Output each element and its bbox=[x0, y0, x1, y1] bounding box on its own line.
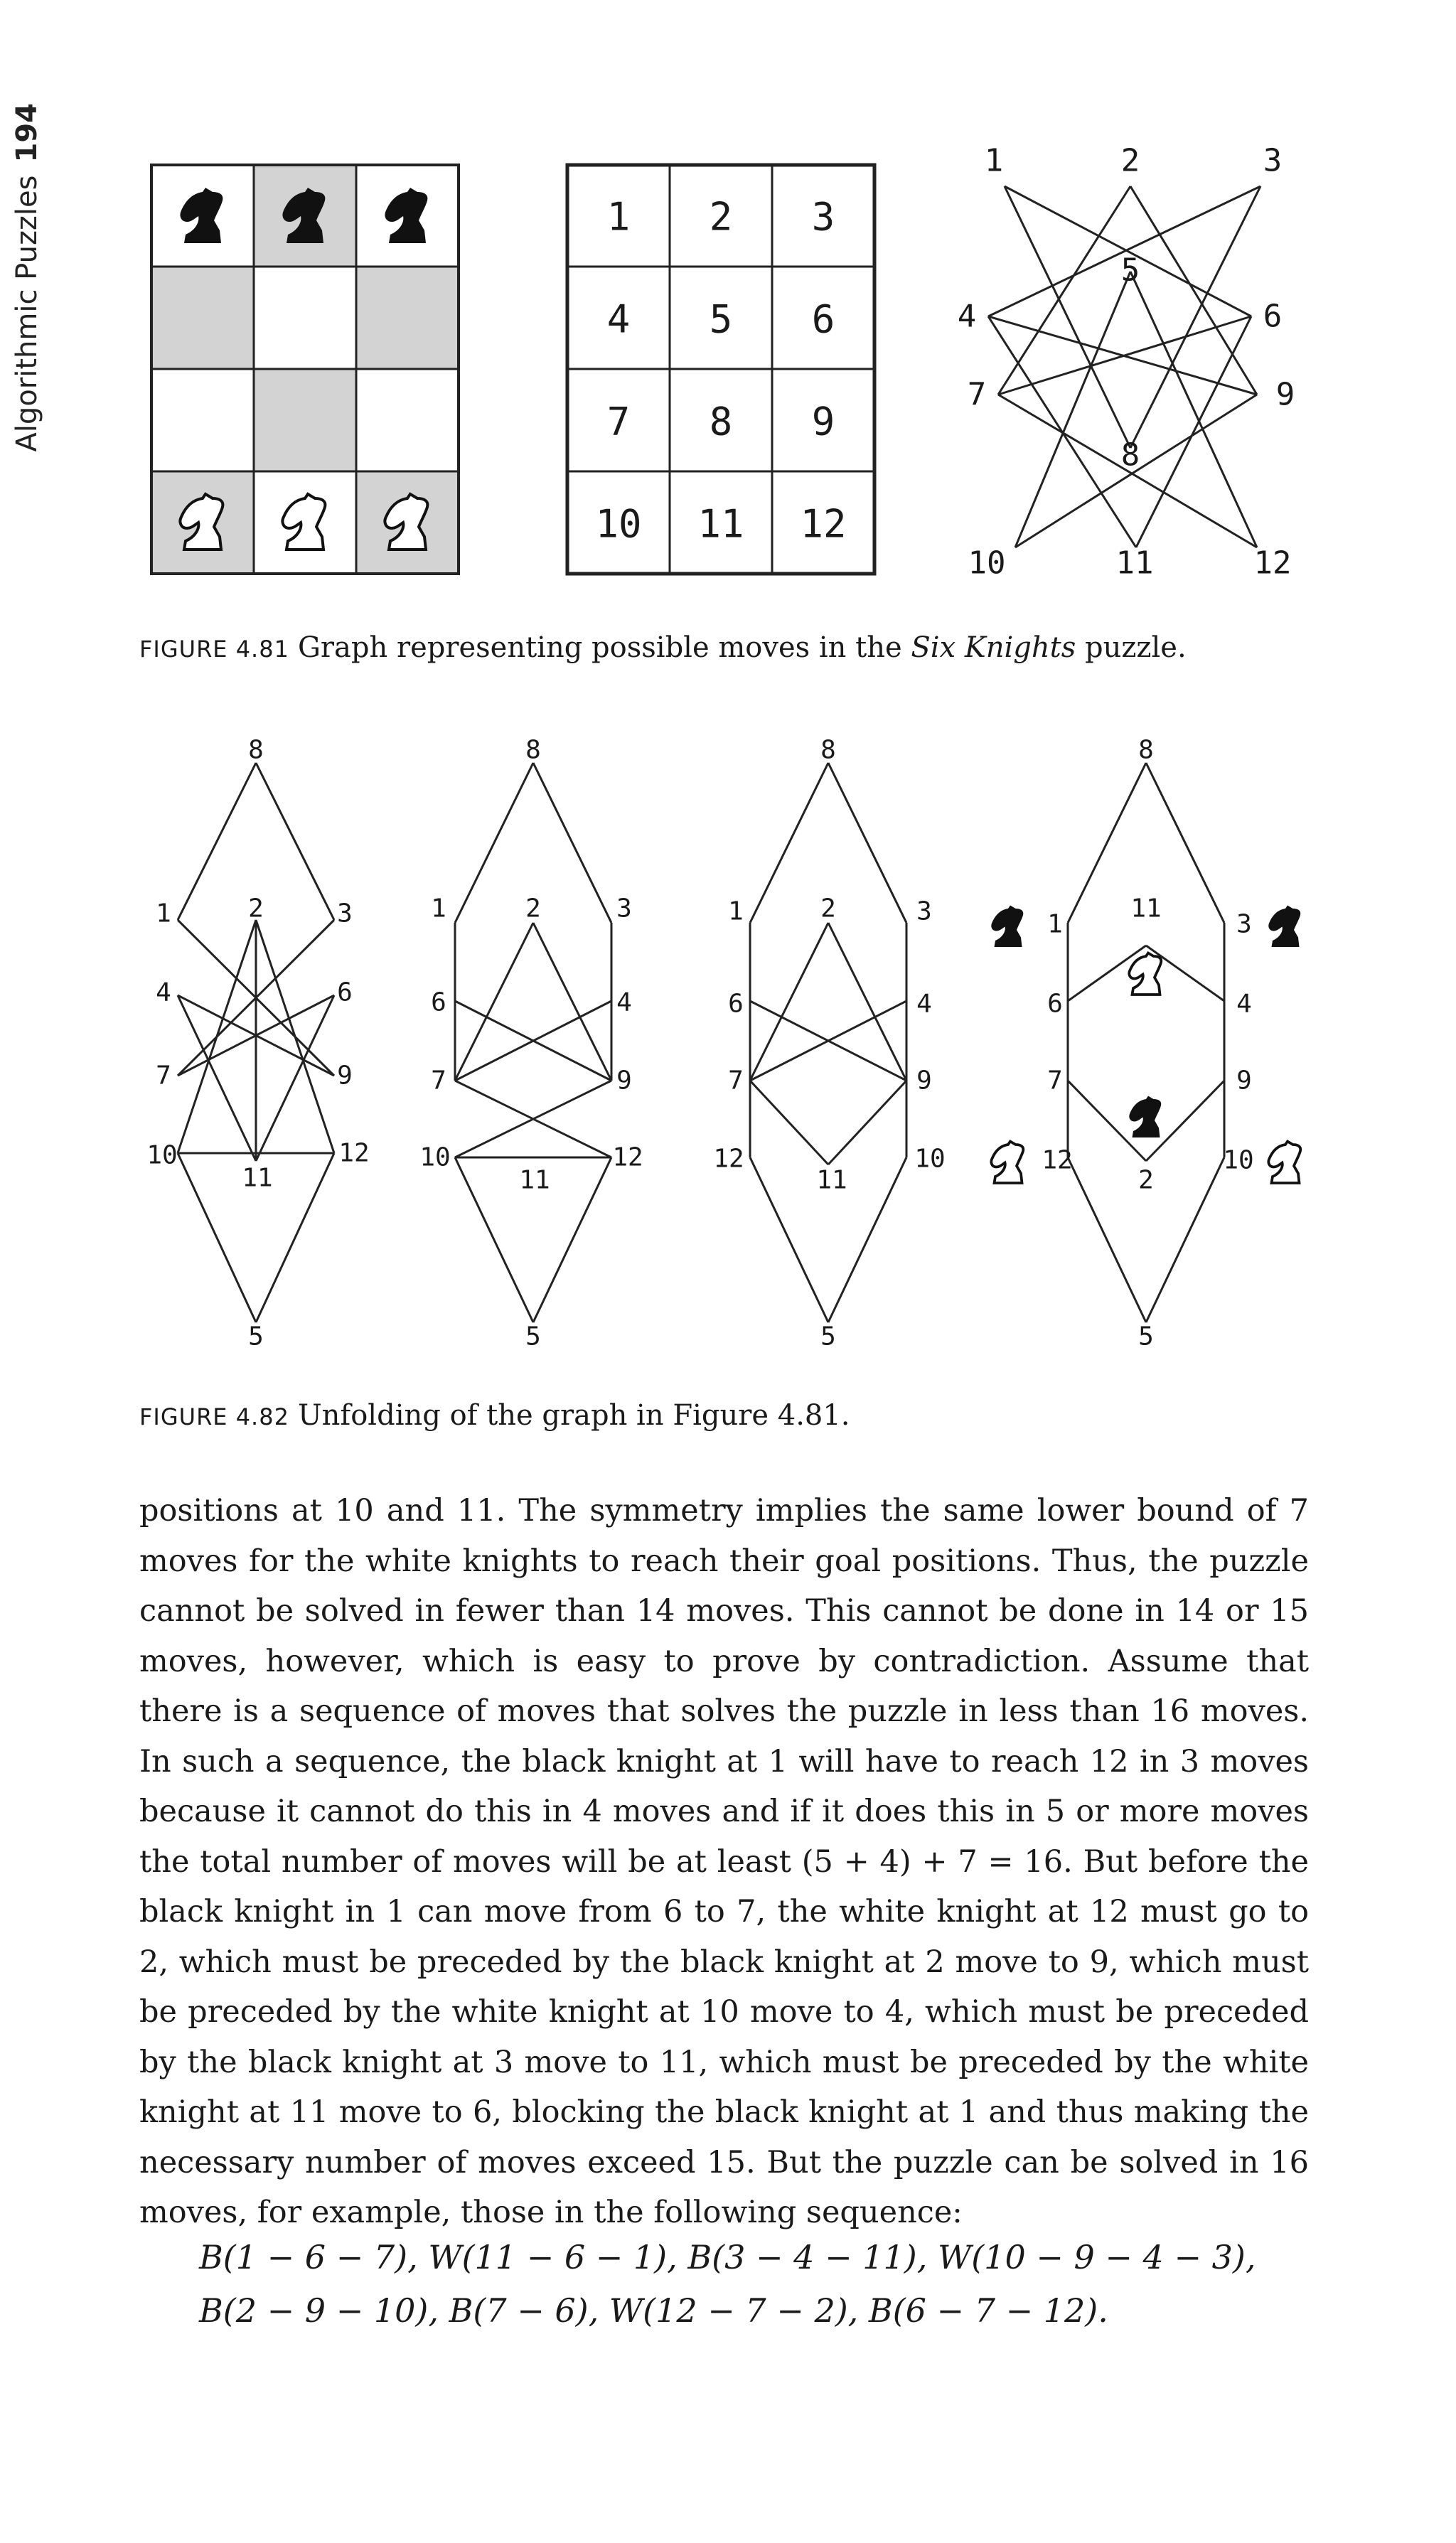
graph-node-label: 6 bbox=[337, 978, 353, 1007]
graph-node-label: 8 bbox=[1120, 437, 1140, 473]
body-paragraph: positions at 10 and 11. The symmetry implies the same lower bound of 7 moves for the white knights to reach their goal positions. Thus, the puzzle cannot be solved in fewer than 14 moves. This cannot be done in 14 or 15 moves, however, which is easy to prove by contradiction. Assume that there is a sequence of moves that solves the puzzle in less than 16 moves. In such a sequence, the black knight at 1 will have to reach 12 in 3 moves because it cannot do this in 4 moves and if it does this in 5 or more moves the total number of moves will be at least (5 + 4) + 7 = 16. But before the black knight in 1 can move from 6 to 7, the white knight at 12 must go to 2, which must be preceded by the black knight at 2 move to 9, which must be preceded by the white knight at 10 move to 4, which must be preceded by the black knight at 3 move to 11, which must be preceded by the white knight at 11 move to 6, blocking the black knight at 1 and thus making the necessary number of moves exceed 15. But the puzzle can be solved in 16 moves, for example, those in the following sequence: bbox=[139, 1493, 1309, 2230]
graph-node-label: 3 bbox=[1236, 909, 1252, 939]
black-knight-icon bbox=[1129, 1096, 1161, 1138]
graph-node-label: 12 bbox=[612, 1142, 643, 1172]
graph-node-label: 6 bbox=[1263, 298, 1283, 335]
graph-node-label: 7 bbox=[1047, 1066, 1063, 1096]
graph-node-label: 9 bbox=[1236, 1066, 1252, 1096]
graph-edge bbox=[750, 1081, 828, 1165]
graph-node-label: 8 bbox=[525, 735, 541, 765]
graph-node-label: 1 bbox=[1047, 909, 1063, 939]
graph-node-label: 7 bbox=[156, 1061, 171, 1091]
page-number: 194 bbox=[11, 103, 43, 163]
graph-node-label: 5 bbox=[525, 1322, 541, 1351]
graph-node-label: 5 bbox=[820, 1322, 836, 1351]
graph-node-label: 5 bbox=[248, 1322, 264, 1351]
grid-cell-number: 12 bbox=[800, 501, 847, 547]
graph-node-label: 11 bbox=[519, 1165, 550, 1195]
grid-cell-number: 7 bbox=[606, 399, 631, 444]
graph-node-label: 11 bbox=[1115, 545, 1154, 582]
graph-node-label: 8 bbox=[1138, 735, 1154, 765]
graph-node-label: 9 bbox=[616, 1066, 632, 1096]
graph-edge bbox=[178, 763, 256, 920]
graph-node-label: 3 bbox=[916, 896, 932, 926]
grid-cell-number: 8 bbox=[709, 399, 733, 444]
graph-node-label: 10 bbox=[419, 1142, 451, 1172]
graph-node-label: 12 bbox=[1253, 545, 1292, 582]
graph-node-label: 1 bbox=[156, 899, 171, 928]
graph-node-label: 2 bbox=[1120, 142, 1140, 179]
graph-node-label: 4 bbox=[957, 298, 977, 335]
graph-node-label: 12 bbox=[1042, 1145, 1073, 1175]
grid-cell-number: 9 bbox=[811, 399, 835, 444]
graph-edge bbox=[256, 763, 334, 920]
graph-edge bbox=[1068, 1157, 1146, 1322]
graph-node-label: 10 bbox=[914, 1144, 946, 1174]
graph-edge bbox=[533, 923, 611, 1081]
grid-cell-number: 5 bbox=[709, 296, 733, 342]
graph-edge bbox=[750, 923, 828, 1081]
grid-cell-number: 11 bbox=[697, 501, 744, 547]
equation-line-2: B(2 − 9 − 10), B(7 − 6), W(12 − 7 − 2), B(6 − 7 − 12). bbox=[199, 2291, 1108, 2330]
graph-node-label: 4 bbox=[1236, 989, 1252, 1019]
graph-node-label: 2 bbox=[820, 894, 836, 923]
running-title: Algorithmic Puzzles bbox=[11, 175, 43, 452]
grid-cell-number: 10 bbox=[595, 501, 642, 547]
white-knight-icon bbox=[991, 1142, 1023, 1184]
grid-cell-number: 1 bbox=[606, 194, 631, 240]
graph-node-label: 7 bbox=[431, 1066, 446, 1096]
graph-node-label: 2 bbox=[1138, 1165, 1154, 1195]
graph-node-label: 7 bbox=[967, 376, 987, 413]
graph-node-label: 10 bbox=[146, 1140, 178, 1170]
graph-edge bbox=[533, 763, 611, 923]
white-knight-icon bbox=[1129, 953, 1161, 995]
graph-node-label: 8 bbox=[820, 735, 836, 765]
graph-edge bbox=[1146, 1157, 1224, 1322]
graph-node-label: 10 bbox=[968, 545, 1006, 582]
graph-node-label: 9 bbox=[337, 1061, 353, 1091]
graph-node-label: 12 bbox=[713, 1144, 744, 1174]
graph-node-label: 2 bbox=[525, 894, 541, 923]
graph-node-label: 11 bbox=[1130, 894, 1162, 923]
graph-node-label: 3 bbox=[1263, 142, 1283, 179]
graph-node-label: 1 bbox=[431, 894, 446, 923]
grid-cell-number: 2 bbox=[709, 194, 733, 240]
graph-edge bbox=[750, 763, 828, 923]
graph-edge bbox=[828, 763, 906, 923]
graph-node-label: 10 bbox=[1223, 1145, 1254, 1175]
graph-node-label: 6 bbox=[431, 987, 446, 1017]
graph-node-label: 5 bbox=[1138, 1322, 1154, 1351]
grid-cell-number: 3 bbox=[811, 194, 835, 240]
graph-node-label: 6 bbox=[1047, 989, 1063, 1019]
figure-label: FIGURE 4.82 bbox=[139, 1403, 289, 1430]
graph-node-label: 11 bbox=[242, 1163, 273, 1193]
white-knight-icon bbox=[1268, 1142, 1300, 1184]
graph-edge bbox=[455, 923, 533, 1081]
graph-node-label: 4 bbox=[916, 989, 932, 1019]
black-knight-icon bbox=[991, 906, 1023, 948]
graph-node-label: 5 bbox=[1120, 252, 1140, 289]
figure-4-81-caption: FIGURE 4.81 Graph representing possible moves in the Six Knights puzzle. bbox=[139, 631, 1187, 664]
graph-node-label: 1 bbox=[728, 896, 744, 926]
grid-cell-number: 6 bbox=[811, 296, 835, 342]
graph-edge bbox=[178, 920, 256, 1153]
equation-line-1: B(1 − 6 − 7), W(11 − 6 − 1), B(3 − 4 − 11), W(10 − 9 − 4 − 3), bbox=[199, 2238, 1256, 2276]
graph-edge bbox=[256, 920, 334, 1153]
graph-node-label: 12 bbox=[338, 1138, 370, 1168]
black-knight-icon bbox=[1268, 906, 1300, 948]
graph-node-label: 8 bbox=[248, 735, 264, 765]
graph-node-label: 4 bbox=[616, 987, 632, 1017]
graph-node-label: 3 bbox=[616, 894, 632, 923]
graph-node-label: 9 bbox=[916, 1066, 932, 1096]
graph-edge bbox=[828, 923, 906, 1081]
graph-edge bbox=[1146, 1081, 1224, 1161]
figure-4-82-caption: FIGURE 4.82 Unfolding of the graph in Figure 4.81. bbox=[139, 1399, 850, 1432]
graph-node-label: 1 bbox=[984, 142, 1004, 179]
graph-edge bbox=[828, 1081, 906, 1165]
graph-node-label: 11 bbox=[816, 1165, 847, 1195]
grid-cell-number: 4 bbox=[606, 296, 631, 342]
graph-edge bbox=[178, 995, 256, 1161]
graph-node-label: 3 bbox=[337, 899, 353, 928]
graph-node-label: 6 bbox=[728, 989, 744, 1019]
graph-edge bbox=[256, 995, 334, 1161]
figure-label: FIGURE 4.81 bbox=[139, 636, 289, 663]
graph-node-label: 9 bbox=[1275, 376, 1295, 413]
graph-node-label: 2 bbox=[248, 894, 264, 923]
graph-node-label: 7 bbox=[728, 1066, 744, 1096]
graph-edge bbox=[455, 763, 533, 923]
graph-node-label: 4 bbox=[156, 978, 171, 1007]
